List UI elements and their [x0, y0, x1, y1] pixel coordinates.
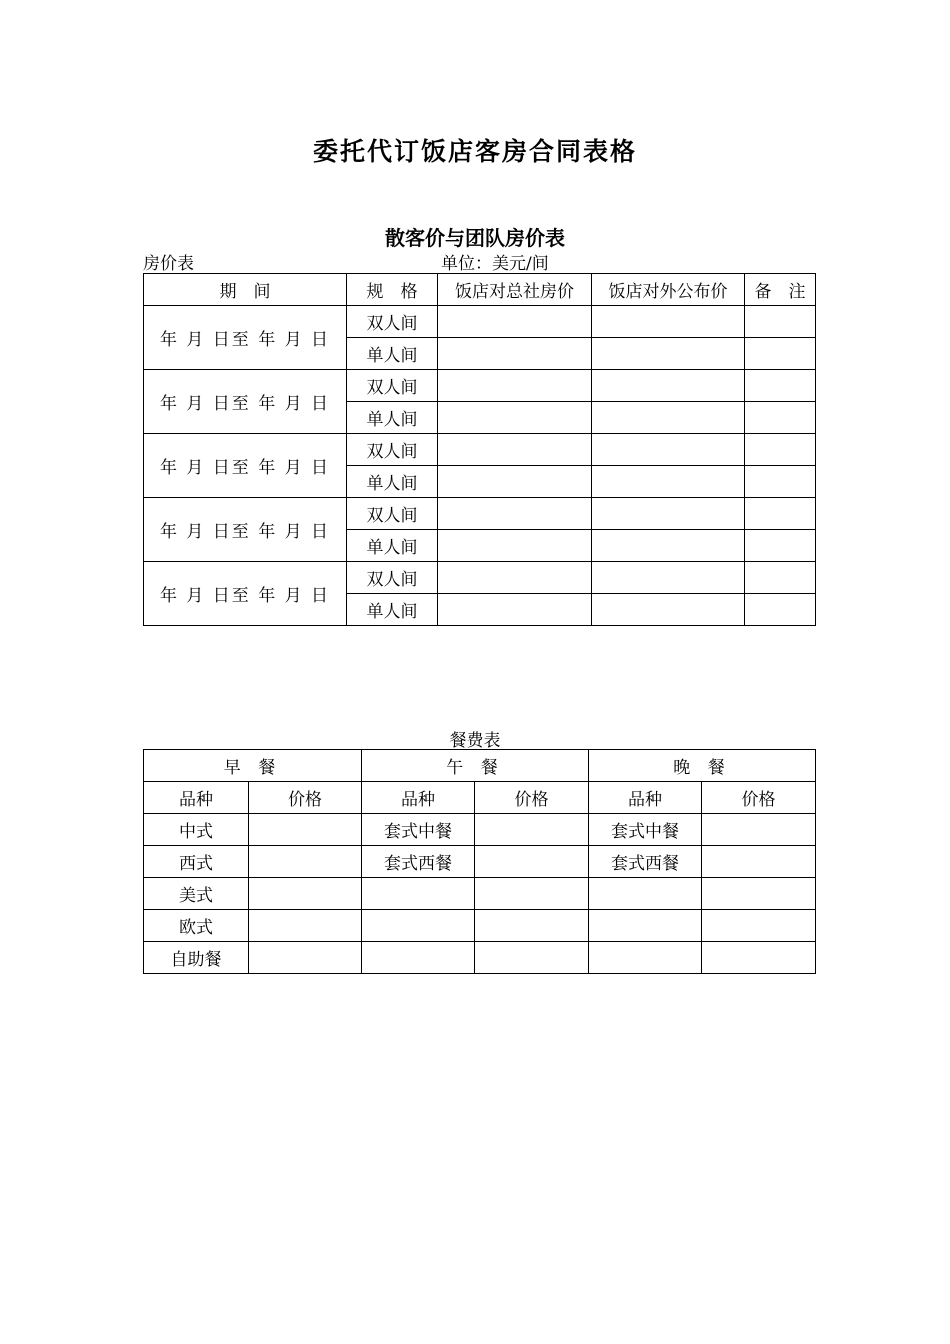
agency-rate-cell[interactable]	[438, 434, 592, 466]
breakfast-price-cell[interactable]	[249, 910, 362, 942]
breakfast-price-cell[interactable]	[249, 878, 362, 910]
room-type-cell: 单人间	[347, 466, 438, 498]
remarks-cell[interactable]	[745, 594, 816, 626]
meal-header-row	[144, 750, 816, 782]
dinner-price-cell[interactable]	[702, 814, 816, 846]
dinner-price-cell[interactable]	[702, 878, 816, 910]
table-row	[144, 434, 816, 466]
remarks-cell[interactable]	[745, 306, 816, 338]
breakfast-variety-cell: 西式	[144, 846, 249, 878]
header-public-rate: 饭店对外公布价	[592, 274, 745, 306]
public-rate-cell[interactable]	[592, 434, 745, 466]
room-type-cell: 单人间	[347, 402, 438, 434]
room-table-label: 房价表	[143, 254, 194, 274]
header-agency-rate: 饭店对总社房价	[438, 274, 592, 306]
header-variety: 品种	[362, 782, 475, 814]
table-row	[144, 942, 816, 974]
remarks-cell[interactable]	[745, 562, 816, 594]
agency-rate-cell[interactable]	[438, 562, 592, 594]
period-cell: 年 月 日至 年 月 日	[144, 306, 347, 370]
breakfast-price-cell[interactable]	[249, 846, 362, 878]
lunch-price-cell[interactable]	[475, 942, 589, 974]
room-type-cell: 双人间	[347, 370, 438, 402]
public-rate-cell[interactable]	[592, 498, 745, 530]
agency-rate-cell[interactable]	[438, 530, 592, 562]
dinner-variety-cell[interactable]	[589, 910, 702, 942]
period-cell: 年 月 日至 年 月 日	[144, 498, 347, 562]
lunch-price-cell[interactable]	[475, 846, 589, 878]
breakfast-price-cell[interactable]	[249, 942, 362, 974]
room-type-cell: 双人间	[347, 306, 438, 338]
room-type-cell: 双人间	[347, 434, 438, 466]
dinner-variety-cell: 套式中餐	[589, 814, 702, 846]
room-type-cell: 单人间	[347, 530, 438, 562]
remarks-cell[interactable]	[745, 370, 816, 402]
header-room-type: 规 格	[347, 274, 438, 306]
header-price: 价格	[249, 782, 362, 814]
header-remarks: 备 注	[745, 274, 816, 306]
public-rate-cell[interactable]	[592, 338, 745, 370]
period-cell: 年 月 日至 年 月 日	[144, 434, 347, 498]
remarks-cell[interactable]	[745, 466, 816, 498]
public-rate-cell[interactable]	[592, 530, 745, 562]
room-type-cell: 双人间	[347, 562, 438, 594]
room-table-header-row	[144, 274, 816, 306]
breakfast-price-cell[interactable]	[249, 814, 362, 846]
breakfast-variety-cell: 中式	[144, 814, 249, 846]
agency-rate-cell[interactable]	[438, 306, 592, 338]
public-rate-cell[interactable]	[592, 594, 745, 626]
header-period: 期 间	[144, 274, 347, 306]
dinner-variety-cell[interactable]	[589, 878, 702, 910]
remarks-cell[interactable]	[745, 530, 816, 562]
header-variety: 品种	[589, 782, 702, 814]
agency-rate-cell[interactable]	[438, 498, 592, 530]
remarks-cell[interactable]	[745, 434, 816, 466]
table-row	[144, 846, 816, 878]
header-dinner: 晚 餐	[589, 750, 816, 782]
dinner-variety-cell: 套式西餐	[589, 846, 702, 878]
agency-rate-cell[interactable]	[438, 370, 592, 402]
period-cell: 年 月 日至 年 月 日	[144, 370, 347, 434]
unit-label: 单位：美元/间	[441, 254, 549, 274]
meal-table-label: 餐费表	[449, 731, 501, 751]
table-row	[144, 910, 816, 942]
room-type-cell: 单人间	[347, 338, 438, 370]
public-rate-cell[interactable]	[592, 466, 745, 498]
public-rate-cell[interactable]	[592, 402, 745, 434]
agency-rate-cell[interactable]	[438, 402, 592, 434]
public-rate-cell[interactable]	[592, 562, 745, 594]
table-row	[144, 814, 816, 846]
remarks-cell[interactable]	[745, 402, 816, 434]
table-row	[144, 498, 816, 530]
lunch-price-cell[interactable]	[475, 814, 589, 846]
room-rate-table	[143, 273, 816, 626]
dinner-price-cell[interactable]	[702, 910, 816, 942]
remarks-cell[interactable]	[745, 498, 816, 530]
lunch-variety-cell: 套式中餐	[362, 814, 475, 846]
room-type-cell: 双人间	[347, 498, 438, 530]
breakfast-variety-cell: 自助餐	[144, 942, 249, 974]
public-rate-cell[interactable]	[592, 370, 745, 402]
page-title: 委托代订饭店客房合同表格	[312, 137, 637, 166]
table-row	[144, 306, 816, 338]
lunch-price-cell[interactable]	[475, 878, 589, 910]
table-row	[144, 370, 816, 402]
room-type-cell: 单人间	[347, 594, 438, 626]
lunch-variety-cell[interactable]	[362, 942, 475, 974]
breakfast-variety-cell: 欧式	[144, 910, 249, 942]
lunch-variety-cell[interactable]	[362, 878, 475, 910]
breakfast-variety-cell: 美式	[144, 878, 249, 910]
remarks-cell[interactable]	[745, 338, 816, 370]
table-row	[144, 878, 816, 910]
lunch-price-cell[interactable]	[475, 910, 589, 942]
header-price: 价格	[475, 782, 589, 814]
meal-subheader-row	[144, 782, 816, 814]
period-cell: 年 月 日至 年 月 日	[144, 562, 347, 626]
agency-rate-cell[interactable]	[438, 466, 592, 498]
table-row	[144, 562, 816, 594]
dinner-price-cell[interactable]	[702, 846, 816, 878]
header-lunch: 午 餐	[362, 750, 589, 782]
dinner-variety-cell[interactable]	[589, 942, 702, 974]
agency-rate-cell[interactable]	[438, 594, 592, 626]
header-variety: 品种	[144, 782, 249, 814]
agency-rate-cell[interactable]	[438, 338, 592, 370]
lunch-variety-cell: 套式西餐	[362, 846, 475, 878]
meal-fee-table	[143, 749, 816, 974]
public-rate-cell[interactable]	[592, 306, 745, 338]
lunch-variety-cell[interactable]	[362, 910, 475, 942]
dinner-price-cell[interactable]	[702, 942, 816, 974]
section-title: 散客价与团队房价表	[385, 226, 565, 250]
header-breakfast: 早 餐	[144, 750, 362, 782]
header-price: 价格	[702, 782, 816, 814]
